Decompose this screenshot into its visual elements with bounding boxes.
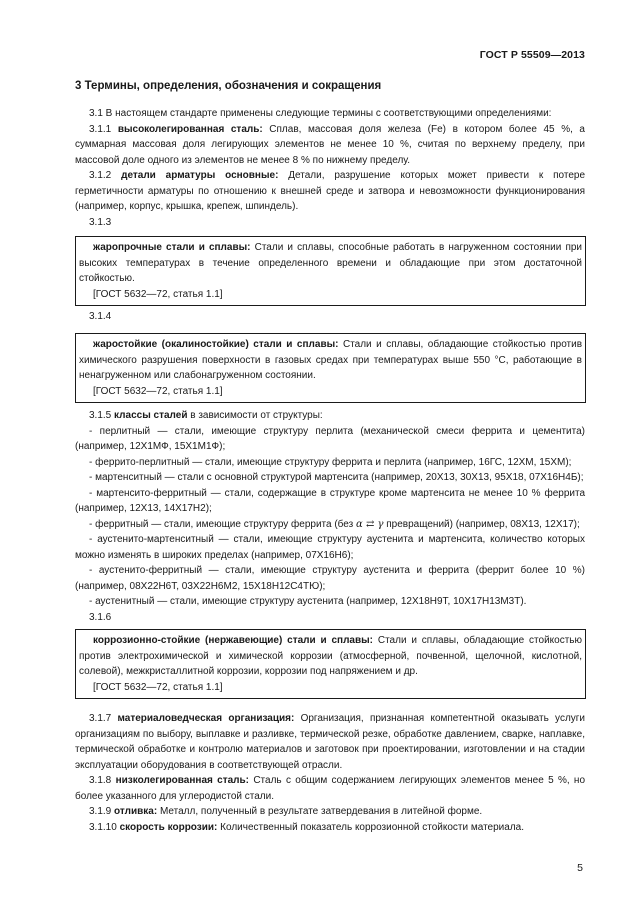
term-definition: Сплав, массовая доля железа (Fe) в котором более 45 %, а суммарная массовая доля легирующих элементов не менее 10 %, считая по верхнему пределу, при массовой доле одного из элементов не менее 8 % по нижнему пределу. [75, 123, 585, 166]
terms-final-block [75, 711, 585, 835]
term-3-1-1 [75, 122, 585, 169]
term-box-3-1-6 [75, 629, 586, 699]
document-id: ГОСТ Р 55509—2013 [479, 49, 585, 61]
term-definition: Сталь с общим содержанием легирующих элементов менее 5 %, но более указанного для углеродистой стали. [75, 775, 586, 802]
term-title: скорость коррозии: [119, 821, 218, 833]
term-definition: Организация, признанная компетентной оказывать услуги организациям по выбору, выплавке и разливке, термической резке, обработке давлением, сварке, наплавке, термической обработке и контролю материалов и заготовок при проектировании, изготовлении и на стадии эксплуатации оборудования в соответствующей отрасли. [75, 713, 586, 771]
term-3-1-8 [75, 773, 585, 804]
steel-class-item: - аустенито-ферритный — стали, имеющие структуру аустенита и феррита (феррит более 10 %) (например, 08Х22Н6Т, 03Х22Н6М2, 15Х18Н12С4ТЮ); [75, 565, 585, 592]
term-definition: Металл, полученный в результате затвердевания в литейной форме. [159, 806, 483, 817]
term-title: детали арматуры основные: [121, 170, 279, 181]
term-title: высоколегированная сталь: [117, 123, 263, 135]
term-definition: Стали и сплавы, способные работать в нагруженном состоянии при высоких температурах в течение определенного времени и обладающие при этом достаточной стойкостью. [79, 242, 583, 284]
term-definition: Детали, разрушение которых может привести к потере герметичности арматуры по отношению к внешней среде и затвора и невозможности функционирования (например, корпус, крышка, крепеж, шпиндель). [75, 170, 586, 212]
term-number-3-1-3: 3.1.3 [89, 216, 112, 228]
term-number: 3.1.2 [89, 170, 112, 181]
term-title: жаростойкие (окалиностойкие) стали и сплавы: [93, 339, 339, 350]
term-number-3-1-4: 3.1.4 [89, 311, 112, 322]
term-3-1-7 [75, 711, 585, 773]
term-title: отливка: [114, 806, 158, 817]
term-box-3-1-3 [75, 236, 586, 306]
term-3-1-5-block [75, 408, 585, 625]
term-3-1-10 [75, 820, 585, 836]
term-definition: Количественный показатель коррозионной стойкости материала. [220, 821, 524, 833]
alpha-gamma-symbol: α ⇄ γ [356, 518, 384, 530]
term-reference: [ГОСТ 5632—72, статья 1.1] [93, 681, 223, 693]
steel-class-item: - аустенито-мартенситный — стали, имеющие структуру аустенита и мартенсита, количество которых можно изменять в широких пределах (например, 07Х16Н6); [75, 534, 585, 561]
term-title: классы сталей [114, 410, 188, 421]
steel-class-item: - перлитный — стали, имеющие структуру перлита (механической смеси феррита и цементита) (например, 12Х1МФ, 15Х1М1Ф); [75, 425, 585, 452]
steel-class-item: - аустенитный — стали, имеющие структуру аустенита (например, 12Х18Н9Т, 10Х17Н13М3Т). [89, 596, 527, 607]
term-definition: Стали и сплавы, обладающие стойкостью против электрохимической и химической коррозии (атмосферной, почвенной, щелочной, кислотной, солевой), межкристаллитной коррозии, коррозии под напряжением и др. [79, 635, 582, 677]
steel-class-item: - феррито-перлитный — стали, имеющие структуру феррита и перлита (например, 16ГС, 12ХМ, 15ХМ); [89, 456, 572, 468]
steel-class-item: - мартенситный — стали с основной структурой мартенсита (например, 20Х13, 30Х13, 95Х18, 07Х16Н4Б); [89, 472, 584, 483]
term-3-1-5 [75, 408, 585, 424]
term-title: материаловедческая организация: [117, 713, 295, 724]
steel-class-item: - мартенсито-ферритный — стали, содержащие в структуре кроме мартенсита не менее 10 % феррита (например, 12Х13, 14Х17Н2); [75, 487, 585, 514]
term-reference: [ГОСТ 5632—72, статья 1.1] [93, 385, 223, 397]
term-3-1-9 [75, 804, 585, 820]
term-number: 3.1.8 [89, 775, 112, 786]
term-box-3-1-4 [75, 333, 586, 403]
term-reference: [ГОСТ 5632—72, статья 1.1] [93, 288, 223, 300]
paragraph-3-1: 3.1 В настоящем стандарте применены следующие термины с соответствующими определениями: [89, 108, 552, 119]
term-definition: в зависимости от структуры: [190, 410, 323, 421]
term-title: низколегированная сталь: [115, 775, 249, 786]
steel-class-item-ferrite: - ферритный — стали, имеющие структуру феррита (без α ⇄ γ превращений) (например, 08Х13, 12Х17); [89, 518, 580, 530]
term-number: 3.1.7 [89, 713, 112, 724]
term-number: 3.1.5 [89, 410, 112, 421]
term-number-3-1-6: 3.1.6 [89, 611, 112, 623]
term-3-1-2 [75, 168, 585, 215]
term-title: жаропрочные стали и сплавы: [93, 242, 251, 253]
term-number: 3.1.9 [89, 806, 112, 817]
term-number: 3.1.1 [89, 123, 112, 135]
term-title: коррозионно-стойкие (нержавеющие) стали и сплавы: [93, 635, 374, 646]
term-number: 3.1.10 [89, 821, 117, 833]
page-number: 5 [577, 862, 583, 874]
section-title: 3 Термины, определения, обозначения и сокращения [75, 80, 382, 92]
terms-intro-block [75, 106, 585, 230]
term-definition: Стали и сплавы, обладающие стойкостью против химического разрушения поверхности в газовых средах при температурах выше 550 °С, работающие в ненагруженном или слабонагруженном состоянии. [79, 339, 583, 381]
